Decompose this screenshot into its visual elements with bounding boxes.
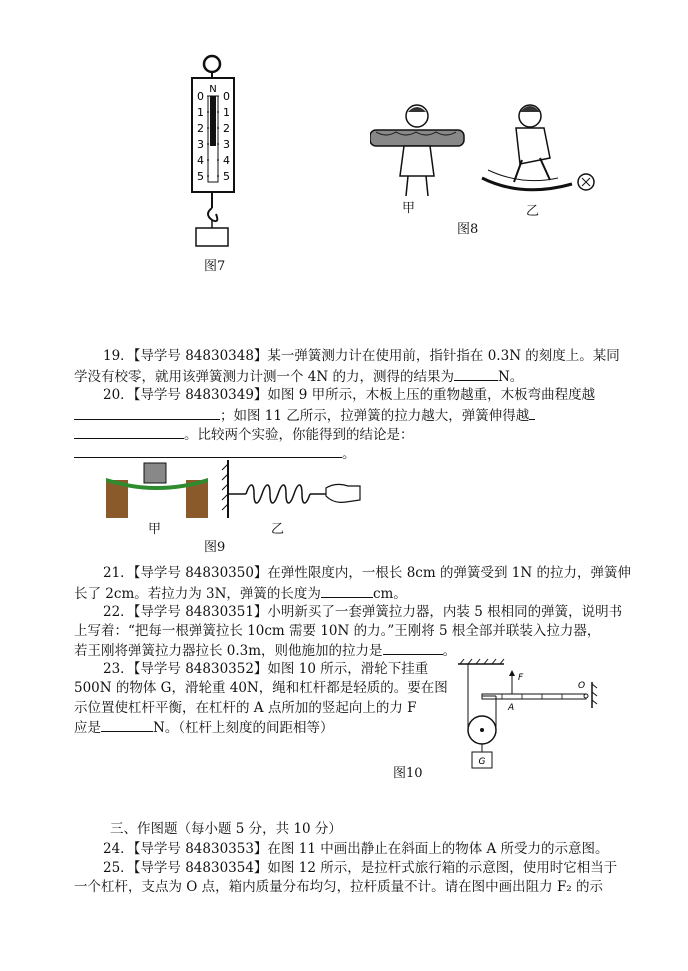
spring-coil xyxy=(246,485,310,503)
scale-unit: N xyxy=(209,84,217,95)
q23-line-3: 示位置使杠杆平衡，在杠杆的 A 点所加的竖起向上的力 F xyxy=(74,700,417,716)
q20-line-1: 20．【导学号 84830349】如图 9 甲所示，木板上压的重物越重，木板弯曲程度越 xyxy=(103,387,596,403)
q20-blank-4[interactable] xyxy=(74,444,342,458)
scale-label-right: 3 xyxy=(223,138,230,151)
q25-line-2: 一个杠杆，支点为 O 点，箱内质量分布均匀，拉杆质量不计。请在图中画出阻力 F₂ 的示 xyxy=(74,879,604,895)
figure-9-label-a: 甲 xyxy=(148,522,162,537)
scale-label-right: 2 xyxy=(223,122,230,135)
figure-9-illustration xyxy=(104,458,362,520)
figure-8-caption: 图8 xyxy=(457,222,479,237)
scale-label-left: 3 xyxy=(197,138,204,151)
figure-9-caption: 图9 xyxy=(204,540,226,555)
lever-bar xyxy=(482,694,586,699)
figure-10-caption: 图10 xyxy=(393,766,423,781)
q20-line-4: 。 xyxy=(74,444,356,463)
figure-8-label-b: 乙 xyxy=(526,204,540,219)
q25-line-1: 25．【导学号 84830354】如图 12 所示，是拉杆式旅行箱的示意图，使用时它相当于 xyxy=(103,860,618,876)
pivot-point xyxy=(584,694,588,698)
q21-line-1: 21．【导学号 84830350】在弹性限度内，一根长 8cm 的弹簧受到 1N 的拉力，弹簧伸 xyxy=(103,565,631,581)
bent-board-setup xyxy=(106,463,208,518)
spring-setup xyxy=(222,460,360,518)
force-arrow-icon xyxy=(509,670,515,676)
q21-line-2: 长了 2cm。若拉力为 3N，弹簧的长度为 cm。 xyxy=(74,586,407,602)
q20-line-3: 。比较两个实验，你能得到的结论是： xyxy=(74,425,414,444)
q24-line-1: 24．【导学号 84830353】在图 11 中画出静止在斜面上的物体 A 所受力的示意图。 xyxy=(103,841,609,857)
scale-label-right: 5 xyxy=(223,170,230,183)
label-G: G xyxy=(478,757,486,767)
q23-line-4: 应是 N。（杠杆上刻度的间距相等） xyxy=(74,720,334,736)
q23-line-1: 23．【导学号 84830352】如图 10 所示，滑轮下挂重 xyxy=(103,661,429,677)
balance-pointer xyxy=(210,96,216,146)
scale-label-left: 0 xyxy=(197,90,204,103)
label-F: F xyxy=(518,673,524,683)
q22-answer-blank[interactable] xyxy=(383,641,443,655)
figure-7-spring-balance xyxy=(188,50,248,250)
figure-8-label-a: 甲 xyxy=(402,201,416,216)
hook-icon xyxy=(208,208,217,221)
q23-line-2: 500N 的物体 G，滑轮重 40N，绳和杠杆都是轻质的。要在图 xyxy=(74,680,448,696)
figure-7-caption: 图7 xyxy=(204,259,226,274)
scale-label-left: 2 xyxy=(197,122,204,135)
person-on-springboard xyxy=(482,105,594,190)
scale-label-left: 1 xyxy=(197,106,204,119)
q21-answer-blank[interactable] xyxy=(321,584,373,598)
q20-line-2: ；如图 11 乙所示，拉弹簧的拉力越大，弹簧伸得越 xyxy=(74,406,535,425)
label-A: A xyxy=(508,703,515,713)
hanging-ring-icon xyxy=(204,56,220,72)
q19-answer-blank[interactable] xyxy=(454,367,498,381)
person-stretching xyxy=(370,105,464,196)
q19-line-2: 学没有校零，就用该弹簧测力计测一个 4N 的力，测得的结果为 N。 xyxy=(74,369,524,385)
figure-10-lever-pulley xyxy=(452,658,604,772)
q23-answer-blank[interactable] xyxy=(101,718,153,732)
scale-label-left: 5 xyxy=(197,170,204,183)
q20-blank-3[interactable] xyxy=(74,425,184,439)
scale-label-right: 0 xyxy=(223,90,230,103)
scale-label-right: 4 xyxy=(223,154,230,167)
figure-9-label-b: 乙 xyxy=(271,522,285,537)
scale-label-right: 1 xyxy=(223,106,230,119)
hanging-weight xyxy=(196,228,228,246)
q20-blank-1[interactable] xyxy=(74,406,220,420)
section-3-title: 三、作图题（每小题 5 分，共 10 分） xyxy=(110,821,342,837)
q22-line-1: 22．【导学号 84830351】小明新买了一套弹簧拉力器，内装 5 根相同的弹簧，说明书 xyxy=(103,604,623,620)
q20-blank-2[interactable] xyxy=(529,406,535,420)
q19-line-1: 19．【导学号 84830348】某一弹簧测力计在使用前，指针指在 0.3N 的刻度上。某同 xyxy=(103,348,620,364)
label-O: O xyxy=(578,681,586,691)
pulling-hand-icon xyxy=(326,484,360,502)
q22-line-2: 上写着：“把每一根弹簧拉长 10cm 需要 10N 的力。”王刚将 5 根全部并联装入拉力器， xyxy=(74,623,601,639)
scale-label-left: 4 xyxy=(197,154,204,167)
q22-line-3: 若王刚将弹簧拉力器拉长 0.3m，则他施加的拉力是 。 xyxy=(74,643,457,659)
weight-block xyxy=(144,463,166,483)
